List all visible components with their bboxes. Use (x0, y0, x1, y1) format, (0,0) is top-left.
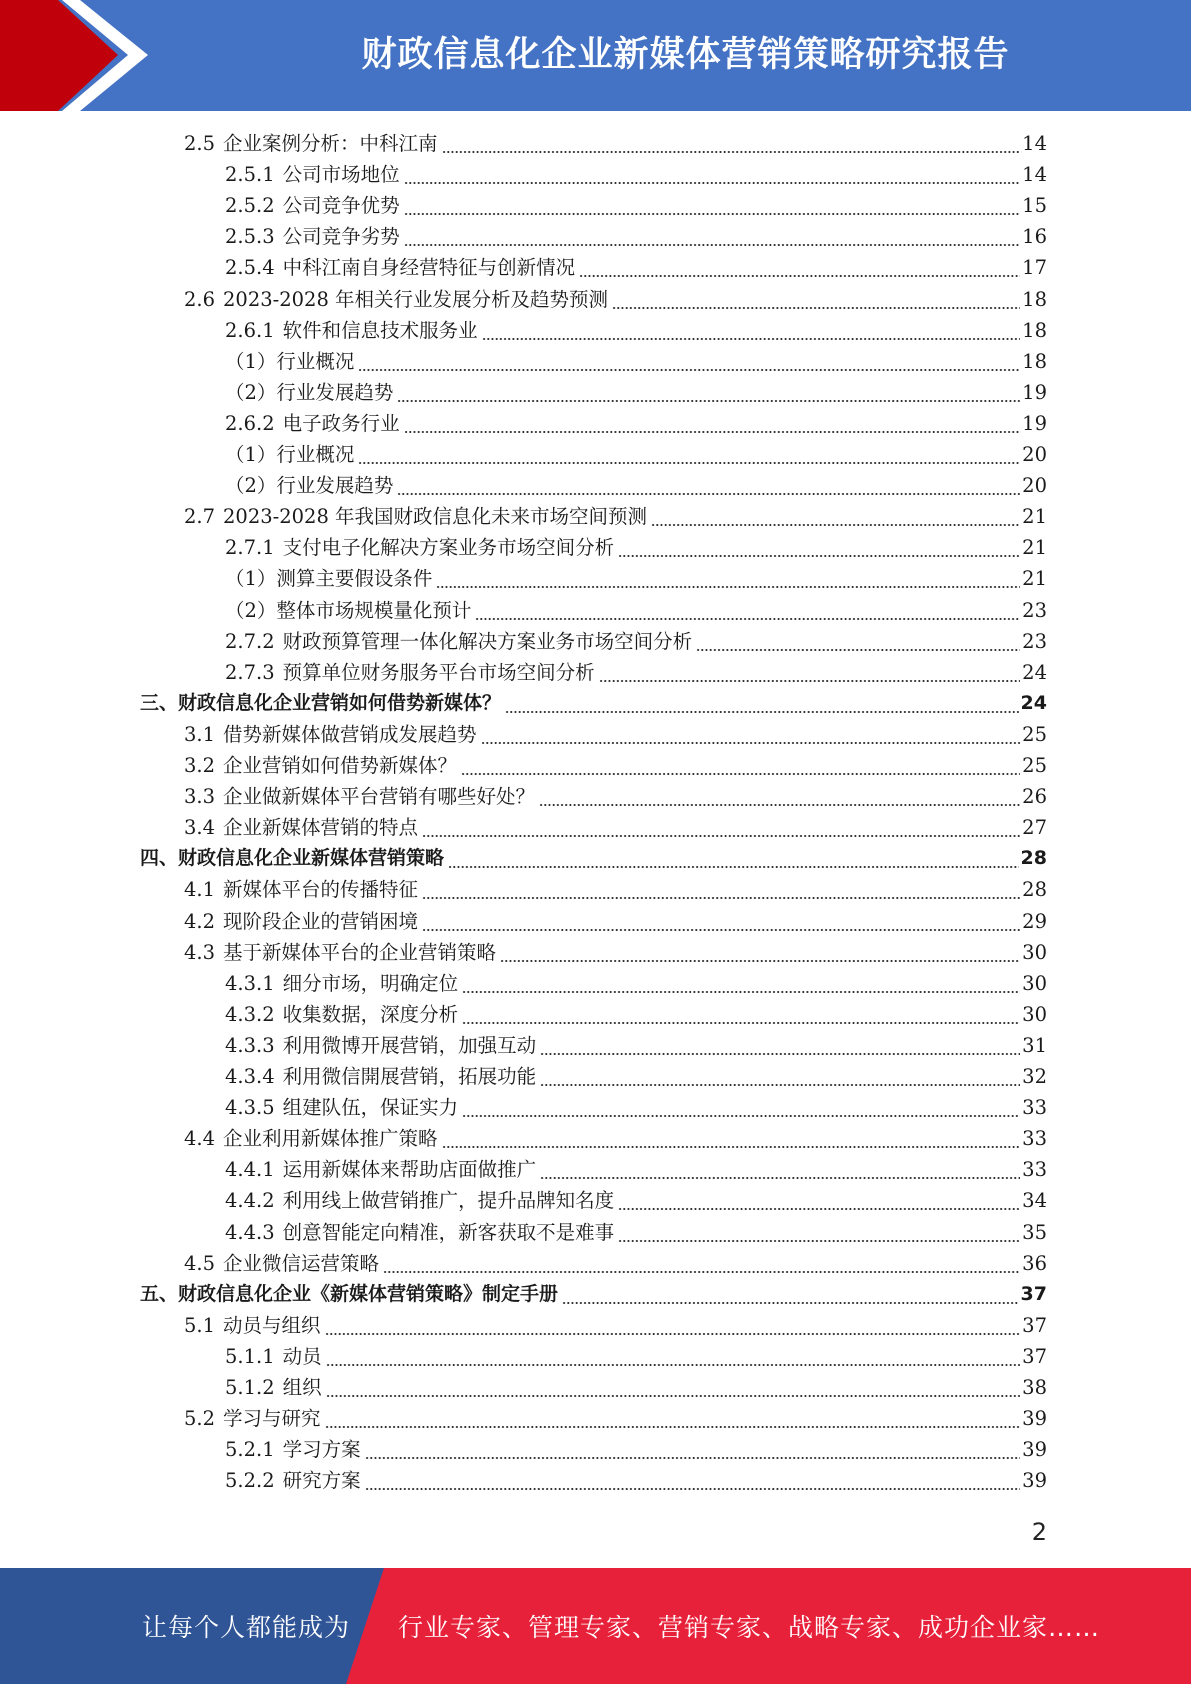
toc-dot-leader (442, 128, 1021, 159)
toc-dot-leader (404, 408, 1021, 439)
toc-entry-page: 26 (1022, 785, 1047, 809)
toc-dot-leader (404, 221, 1021, 252)
toc-entry-title: 创意智能定向精准，新客获取不是难事 (282, 1220, 615, 1244)
toc-entry-page: 14 (1022, 163, 1047, 187)
toc-dot-leader (562, 1279, 1019, 1310)
toc-entry-page: 18 (1022, 287, 1047, 311)
toc-entry-title: 细分市场，明确定位 (282, 971, 459, 995)
toc-dot-leader (436, 563, 1020, 594)
toc-entry-title: 公司市场地位 (282, 163, 400, 187)
toc-entry-page: 18 (1022, 349, 1047, 373)
toc-entry-number: 3.4 (184, 816, 216, 840)
toc-entry-title: 软件和信息技术服务业 (282, 318, 478, 342)
toc-entry-page: 32 (1022, 1065, 1047, 1088)
toc-entry[interactable] (184, 750, 1047, 781)
toc-entry-title: 公司竞争劣势 (282, 225, 400, 249)
toc-entry-page: 28 (1022, 878, 1047, 902)
toc-entry[interactable] (184, 284, 1047, 315)
toc-entry-title: （1）行业概况 (225, 349, 355, 373)
toc-entry-page: 33 (1022, 1158, 1047, 1182)
toc-entry-title: 利用微博开展营销，加强互动 (282, 1033, 537, 1057)
toc-entry-title: 现阶段企业的营销困境 (223, 909, 419, 933)
toc-entry-page: 19 (1022, 380, 1047, 404)
toc-entry-number: 4.4.3 (225, 1220, 275, 1244)
toc-entry[interactable] (225, 408, 1047, 439)
toc-entry-number: 2.5.3 (225, 225, 275, 249)
toc-entry-page: 25 (1022, 722, 1047, 746)
toc-entry[interactable] (184, 1310, 1047, 1341)
toc-entry-number: 2.5.2 (225, 194, 275, 218)
toc-entry[interactable] (225, 377, 1047, 408)
toc-dot-leader (618, 1185, 1020, 1216)
page-header (0, 0, 1191, 111)
toc-entry-number: 2.6 (184, 287, 216, 311)
toc-entry[interactable] (184, 874, 1047, 905)
toc-entry-title: 2023-2028 年相关行业发展分析及趋势预测 (223, 287, 609, 311)
toc-entry-title: 研究方案 (282, 1469, 361, 1493)
toc-entry[interactable] (225, 1185, 1047, 1216)
toc-entry-title: 企业微信运营策略 (223, 1251, 380, 1275)
toc-entry-page: 27 (1022, 816, 1047, 840)
toc-entry-number: 5.2.2 (225, 1469, 275, 1493)
toc-entry-page: 28 (1020, 847, 1047, 870)
toc-entry-page: 38 (1022, 1376, 1047, 1399)
footer-slogan-right: 行业专家、管理专家、营销专家、战略专家、成功企业家…… (398, 1613, 1101, 1642)
toc-entry[interactable] (184, 719, 1047, 750)
toc-entry[interactable] (225, 252, 1047, 283)
toc-entry-number: 5.2.1 (225, 1438, 275, 1462)
toc-dot-leader (540, 1030, 1020, 1061)
toc-entry-number: 2.6.2 (225, 411, 275, 435)
toc-entry-number: 4.4.1 (225, 1158, 275, 1182)
toc-dot-leader (651, 501, 1020, 532)
toc-entry-title: 组建队伍，保证实力 (282, 1096, 459, 1120)
toc-entry-page: 18 (1022, 318, 1047, 342)
toc-entry[interactable] (184, 1403, 1047, 1434)
toc-entry[interactable] (225, 439, 1047, 470)
toc-entry[interactable] (225, 221, 1047, 252)
toc-entry[interactable] (184, 501, 1047, 532)
toc-entry-page: 31 (1022, 1033, 1047, 1057)
header-title: 财政信息化企业新媒体营销策略研究报告 (361, 35, 1010, 75)
toc-entry-number: 2.6.1 (225, 318, 275, 342)
toc-dot-leader (540, 1154, 1020, 1185)
toc-entry-page: 21 (1022, 505, 1047, 529)
toc-dot-leader (500, 937, 1020, 968)
toc-entry-title: 动员 (282, 1344, 322, 1368)
toc-entry-page: 24 (1020, 691, 1047, 714)
toc-entry-title: 借势新媒体做营销成发展趋势 (223, 722, 477, 746)
toc-entry-page: 36 (1022, 1251, 1047, 1275)
toc-dot-leader (422, 906, 1020, 937)
toc-entry[interactable] (184, 128, 1047, 159)
toc-entry-number: 3.1 (184, 722, 216, 746)
toc-entry[interactable] (225, 1030, 1047, 1061)
toc-entry-number: 4.3.2 (225, 1002, 275, 1026)
toc-entry-title: 动员与组织 (223, 1313, 321, 1337)
toc-entry-number: 4.3.4 (225, 1065, 275, 1088)
toc-entry-title: 学习方案 (282, 1438, 361, 1462)
toc-entry-number: 4.5 (184, 1251, 216, 1275)
toc-entry-page: 33 (1022, 1096, 1047, 1120)
toc-dot-leader (422, 874, 1020, 905)
toc-dot-leader (481, 719, 1021, 750)
toc-entry-page: 39 (1022, 1438, 1047, 1462)
toc-dot-leader (404, 190, 1021, 221)
toc-entry[interactable] (140, 843, 1047, 874)
page-number: 2 (1031, 1518, 1047, 1546)
toc-dot-leader (618, 532, 1020, 563)
toc-entry-number: 2.5 (184, 132, 216, 155)
toc-entry-title: 利用线上做营销推广，提升品牌知名度 (282, 1189, 615, 1213)
toc-dot-leader (325, 1403, 1021, 1434)
toc-entry-page: 34 (1022, 1189, 1047, 1213)
toc-entry-page: 25 (1022, 754, 1047, 777)
toc-entry[interactable] (225, 346, 1047, 377)
toc-entry-title: 三、财政信息化企业营销如何借势新媒体？ (140, 691, 502, 714)
toc-entry-page: 14 (1022, 132, 1047, 155)
toc-entry-title: 公司竞争优势 (282, 194, 400, 218)
toc-entry-page: 33 (1022, 1127, 1047, 1151)
toc-entry[interactable] (225, 1154, 1047, 1185)
toc-dot-leader (442, 1123, 1021, 1154)
toc-entry[interactable] (225, 1092, 1047, 1123)
toc-entry-number: 2.5.4 (225, 256, 275, 280)
toc-entry-number: 2.7.1 (225, 536, 275, 560)
toc-entry-number: 4.1 (184, 878, 216, 902)
toc-entry-title: （1）测算主要假设条件 (225, 567, 433, 591)
toc-entry[interactable] (184, 906, 1047, 937)
toc-entry-page: 37 (1020, 1282, 1047, 1305)
toc-entry-page: 23 (1022, 629, 1047, 653)
toc-dot-leader (540, 1061, 1020, 1092)
toc-dot-leader (383, 1248, 1020, 1279)
toc-entry-number: 2.7.3 (225, 660, 275, 684)
toc-dot-leader (579, 252, 1020, 283)
toc-entry-title: 中科江南自身经营特征与创新情况 (282, 256, 576, 280)
toc-entry[interactable] (225, 532, 1047, 563)
toc-entry[interactable] (225, 315, 1047, 346)
toc-dot-leader (397, 377, 1020, 408)
toc-entry-page: 39 (1022, 1469, 1047, 1493)
toc-entry-page: 21 (1022, 536, 1047, 560)
toc-dot-leader (358, 439, 1020, 470)
toc-entry[interactable] (184, 812, 1047, 843)
toc-dot-leader (612, 284, 1020, 315)
toc-entry-title: 四、财政信息化企业新媒体营销策略 (140, 847, 445, 870)
toc-entry[interactable] (184, 1248, 1047, 1279)
toc-entry-page: 29 (1022, 909, 1047, 933)
toc-entry-number: 4.3.5 (225, 1096, 275, 1120)
toc-entry-title: 基于新媒体平台的企业营销策略 (223, 940, 497, 964)
toc-entry-title: 利用微信開展营销，拓展功能 (282, 1065, 537, 1088)
toc-entry-page: 30 (1022, 971, 1047, 995)
toc-dot-leader (404, 159, 1021, 190)
toc-entry-title: （2）整体市场规模量化预计 (225, 598, 472, 622)
toc-entry-number: 2.5.1 (225, 163, 275, 187)
toc-dot-leader (365, 1465, 1021, 1496)
toc-entry-title: 五、财政信息化企业《新媒体营销策略》制定手册 (140, 1282, 559, 1305)
toc-entry-title: 企业营销如何借势新媒体？ (223, 754, 458, 777)
toc-entry-page: 23 (1022, 598, 1047, 622)
toc-dot-leader (696, 626, 1020, 657)
toc-entry[interactable] (140, 1279, 1047, 1310)
toc-entry[interactable] (225, 190, 1047, 221)
toc-entry-number: 5.2 (184, 1407, 216, 1431)
header-arrow-decoration (0, 0, 200, 111)
toc-entry-page: 19 (1022, 411, 1047, 435)
toc-entry-number: 5.1.1 (225, 1344, 275, 1368)
toc-entry[interactable] (225, 999, 1047, 1030)
toc-entry-title: 2023-2028 年我国财政信息化未来市场空间预测 (223, 505, 648, 529)
toc-entry-page: 15 (1022, 194, 1047, 218)
toc-entry[interactable] (184, 781, 1047, 812)
toc-entry[interactable] (184, 937, 1047, 968)
toc-entry[interactable] (225, 595, 1047, 626)
toc-entry-number: 4.3.3 (225, 1033, 275, 1057)
toc-entry-title: 电子政务行业 (282, 411, 400, 435)
toc-dot-leader (599, 657, 1021, 688)
toc-entry-number: 5.1 (184, 1313, 216, 1337)
toc-entry[interactable] (225, 626, 1047, 657)
toc-entry-number: 4.4 (184, 1127, 216, 1151)
toc-entry-page: 20 (1022, 474, 1047, 498)
toc-entry[interactable] (225, 968, 1047, 999)
toc-entry-page: 35 (1022, 1220, 1047, 1244)
toc-dot-leader (325, 1310, 1021, 1341)
toc-entry-page: 17 (1022, 256, 1047, 280)
toc-dot-leader (448, 843, 1019, 874)
toc-entry-page: 21 (1022, 567, 1047, 591)
toc-entry-title: 新媒体平台的传播特征 (223, 878, 419, 902)
toc-entry-number: 5.1.2 (225, 1376, 275, 1399)
toc-entry[interactable] (140, 688, 1047, 719)
toc-entry-title: 组织 (282, 1376, 322, 1399)
toc-entry[interactable] (184, 1123, 1047, 1154)
toc-dot-leader (462, 968, 1020, 999)
toc-dot-leader (461, 750, 1020, 781)
toc-entry-number: 4.2 (184, 909, 216, 933)
toc-entry[interactable] (225, 657, 1047, 688)
toc-entry[interactable] (225, 1341, 1047, 1372)
toc-entry-title: （2）行业发展趋势 (225, 380, 394, 404)
toc-entry-page: 30 (1022, 940, 1047, 964)
toc-entry-title: 企业案例分析：中科江南 (223, 132, 438, 155)
toc-entry-title: 预算单位财务服务平台市场空间分析 (282, 660, 595, 684)
toc-dot-leader (358, 346, 1020, 377)
toc-entry-title: 企业做新媒体平台营销有哪些好处？ (223, 785, 536, 809)
toc-entry[interactable] (225, 1434, 1047, 1465)
footer-slogan-left: 让每个人都能成为 (142, 1613, 351, 1642)
toc-entry-page: 39 (1022, 1407, 1047, 1431)
toc-entry[interactable] (225, 1217, 1047, 1248)
toc-entry-title: 企业新媒体营销的特点 (223, 816, 419, 840)
toc-entry[interactable] (225, 1061, 1047, 1092)
toc-dot-leader (422, 812, 1020, 843)
toc-dot-leader (505, 688, 1019, 719)
toc-entry-title: 运用新媒体来帮助店面做推广 (282, 1158, 537, 1182)
toc-entry[interactable] (225, 1465, 1047, 1496)
toc-entry-number: 4.3.1 (225, 971, 275, 995)
toc-dot-leader (482, 315, 1021, 346)
toc-entry-number: 2.7.2 (225, 629, 275, 653)
toc-dot-leader (618, 1217, 1020, 1248)
toc-entry-page: 24 (1022, 660, 1047, 684)
toc-entry-title: 学习与研究 (223, 1407, 321, 1431)
toc-entry-title: 财政预算管理一体化解决方案业务市场空间分析 (282, 629, 693, 653)
toc-entry-number: 3.3 (184, 785, 216, 809)
toc-entry[interactable] (225, 159, 1047, 190)
toc-entry-title: （1）行业概况 (225, 443, 355, 466)
page-footer (0, 1568, 1191, 1684)
toc-entry-page: 37 (1022, 1344, 1047, 1368)
toc-dot-leader (475, 595, 1020, 626)
toc-entry-page: 20 (1022, 443, 1047, 466)
toc-entry-page: 30 (1022, 1002, 1047, 1026)
toc-entry-number: 4.3 (184, 940, 216, 964)
toc-dot-leader (539, 781, 1020, 812)
toc-entry-number: 3.2 (184, 754, 216, 777)
toc-entry-title: 支付电子化解决方案业务市场空间分析 (282, 536, 615, 560)
toc-entry[interactable] (225, 563, 1047, 594)
toc-entry-title: 企业利用新媒体推广策略 (223, 1127, 438, 1151)
toc-entry-title: （2）行业发展趋势 (225, 474, 394, 498)
toc-dot-leader (326, 1372, 1021, 1403)
toc-entry-page: 37 (1022, 1313, 1047, 1337)
toc-entry[interactable] (225, 470, 1047, 501)
toc-dot-leader (462, 999, 1020, 1030)
toc-entry-number: 2.7 (184, 505, 216, 529)
toc-dot-leader (326, 1341, 1021, 1372)
toc-entry-title: 收集数据，深度分析 (282, 1002, 459, 1026)
toc-dot-leader (462, 1092, 1020, 1123)
toc-entry-page: 16 (1022, 225, 1047, 249)
toc-entry[interactable] (225, 1372, 1047, 1403)
toc-entry-number: 4.4.2 (225, 1189, 275, 1213)
toc-dot-leader (365, 1434, 1021, 1465)
toc-dot-leader (397, 470, 1020, 501)
